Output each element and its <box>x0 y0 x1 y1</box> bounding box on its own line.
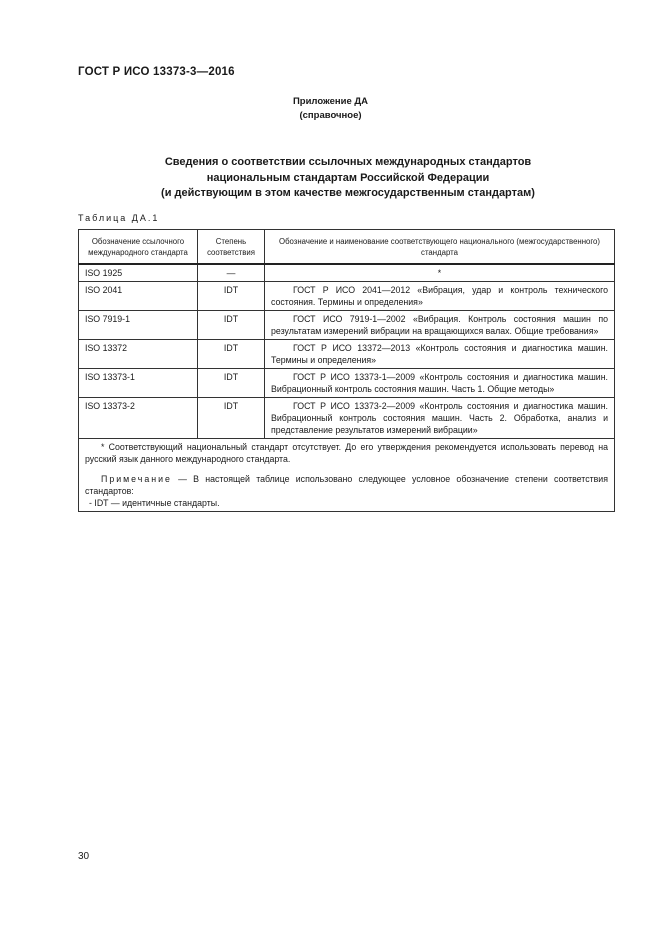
intl-standard-code: ISO 7919-1 <box>79 311 198 340</box>
appendix-heading <box>0 95 661 123</box>
note-text: — В настоящей таблице использовано следующее условное обозначение степени соответствия стандартов: <box>85 474 608 496</box>
column-header-degree: Степень соответствия <box>198 230 265 265</box>
national-standard-name: ГОСТ Р ИСО 13372—2013 «Контроль состояния и диагностика машин. Термины и определения» <box>265 340 615 369</box>
intl-standard-code: ISO 13373-2 <box>79 398 198 439</box>
national-standard-name: ГОСТ ИСО 7919-1—2002 «Вибрация. Контроль состояния машин по результатам измерений вибрации на вращающихся валах. Общие требования» <box>265 311 615 340</box>
table-row <box>79 282 615 311</box>
appendix-type: (справочное) <box>299 110 362 121</box>
intl-standard-code: ISO 13373-1 <box>79 369 198 398</box>
compliance-degree: IDT <box>198 369 265 398</box>
compliance-degree: IDT <box>198 398 265 439</box>
table-footer <box>79 439 615 512</box>
national-standard-name: ГОСТ Р ИСО 13373-1—2009 «Контроль состояния и диагностика машин. Вибрационный контроль состояния машин. Часть 1. Общие методы» <box>265 369 615 398</box>
compliance-degree: IDT <box>198 311 265 340</box>
standards-table <box>78 229 615 512</box>
table-row <box>79 369 615 398</box>
table-footer-row <box>79 439 615 512</box>
note-label: Примечание <box>101 474 172 484</box>
column-header-intl-standard: Обозначение ссылочного международного стандарта <box>79 230 198 265</box>
table-header-row <box>79 230 615 265</box>
compliance-degree: — <box>198 264 265 282</box>
compliance-degree: IDT <box>198 282 265 311</box>
appendix-name: Приложение ДА <box>292 96 369 107</box>
compliance-degree: IDT <box>198 340 265 369</box>
column-header-national-standard: Обозначение и наименование соответствующего национального (межгосударственного) стандарта <box>265 230 615 265</box>
table-row <box>79 340 615 369</box>
intl-standard-code: ISO 13372 <box>79 340 198 369</box>
page-number: 30 <box>78 851 90 862</box>
table-footnote: * Соответствующий национальный стандарт отсутствует. До его утверждения рекомендуется использовать перевод на русский язык данного международного стандарта. <box>85 442 608 464</box>
title-line: национальным стандартам Российской Федерации <box>206 171 490 184</box>
table-row <box>79 311 615 340</box>
table-note <box>85 473 608 497</box>
intl-standard-code: ISO 2041 <box>79 282 198 311</box>
title-line: Сведения о соответствии ссылочных международных стандартов <box>164 156 532 168</box>
note-item: - IDT — идентичные стандарты. <box>89 498 220 508</box>
table-caption: Таблица ДА.1 <box>78 213 160 223</box>
table-row <box>79 398 615 439</box>
national-standard-name: * <box>265 264 615 282</box>
national-standard-name: ГОСТ Р ИСО 2041—2012 «Вибрация, удар и контроль технического состояния. Термины и определения» <box>265 282 615 311</box>
national-standard-name: ГОСТ Р ИСО 13373-2—2009 «Контроль состояния и диагностика машин. Вибрационный контроль состояния машин. Часть 2. Обработка, анализ и представление результатов измерений вибрации» <box>265 398 615 439</box>
title-line: (и действующим в этом качестве межгосударственным стандартам) <box>161 187 535 199</box>
intl-standard-code: ISO 1925 <box>79 264 198 282</box>
document-code: ГОСТ Р ИСО 13373-3—2016 <box>78 66 235 78</box>
appendix-title <box>90 155 606 202</box>
table-row <box>79 264 615 282</box>
